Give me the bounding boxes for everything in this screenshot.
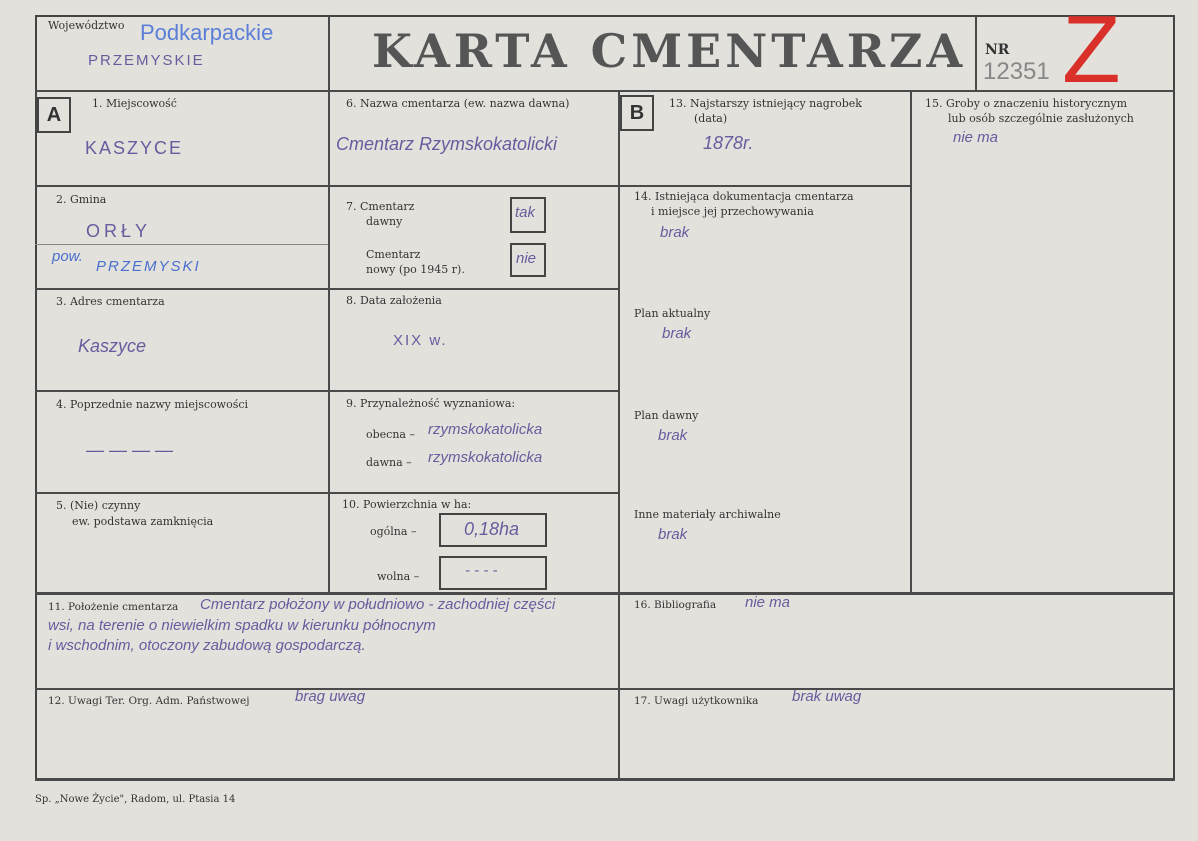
field-7a-value: tak: [515, 204, 536, 221]
powiat-value: PRZEMYSKI: [96, 258, 201, 275]
field-16-value: nie ma: [745, 594, 791, 611]
field-7a-label: 7. Cmentarz: [346, 200, 415, 213]
field-7b-label: Cmentarz: [366, 248, 421, 261]
field-10-ogolna-label: ogólna –: [370, 525, 417, 538]
divider: [35, 185, 618, 187]
plan-dawny-label: Plan dawny: [634, 409, 699, 422]
field-2-value: ORŁY: [86, 221, 152, 241]
plan-aktualny-value: brak: [662, 325, 692, 342]
field-10-ogolna-value: 0,18ha: [464, 519, 520, 539]
field-1-label: 1. Miejscowość: [92, 97, 177, 110]
divider: [35, 288, 618, 290]
field-10-wolna-label: wolna –: [377, 570, 420, 583]
field-7b-value: nie: [516, 250, 537, 267]
field-9-label: 9. Przynależność wyznaniowa:: [346, 397, 516, 410]
field-3-label: 3. Adres cmentarza: [56, 295, 165, 308]
field-14-label: 14. Istniejąca dokumentacja cmentarza: [634, 190, 854, 203]
field-12-value: brag uwag: [295, 688, 366, 705]
field-15-sublabel: lub osób szczególnie zasłużonych: [948, 112, 1134, 125]
field-14-value: brak: [660, 224, 690, 241]
powiat-prefix: pow.: [52, 248, 83, 265]
field-8-value: XIX w.: [393, 332, 448, 349]
wojewodztwo-label: Województwo: [48, 19, 125, 32]
field-11-label: 11. Położenie cmentarza: [48, 601, 179, 613]
field-9-obecna-label: obecna –: [366, 428, 415, 441]
divider: [328, 90, 330, 592]
divider: [35, 492, 618, 494]
field-11-line-3: i wschodnim, otoczony zabudową gospodarczą.: [48, 637, 366, 654]
field-15-value: nie ma: [953, 129, 999, 146]
field-8-label: 8. Data założenia: [346, 294, 442, 307]
field-13-label: 13. Najstarszy istniejący nagrobek: [669, 97, 862, 110]
field-6-label: 6. Nazwa cmentarza (ew. nazwa dawna): [346, 97, 570, 110]
field-3-value: Kaszyce: [78, 336, 147, 356]
field-5-sublabel: ew. podstawa zamknięcia: [72, 515, 214, 528]
field-5-label: 5. (Nie) czynny: [56, 499, 141, 512]
divider: [35, 688, 1175, 690]
section-b-badge: B: [620, 95, 654, 131]
section-a-badge: A: [37, 97, 71, 133]
field-10-label: 10. Powierzchnia w ha:: [342, 498, 472, 511]
nr-value: 12351: [983, 58, 1050, 85]
field-11-line-1: Cmentarz położony w południowo - zachodniej części: [200, 596, 556, 613]
field-4-value: — — — —: [86, 440, 174, 460]
field-9-dawna-label: dawna –: [366, 456, 412, 469]
province-stamp: Podkarpackie: [140, 20, 274, 45]
divider: [328, 15, 330, 90]
field-15-label: 15. Groby o znaczeniu historycznym: [925, 97, 1128, 110]
inne-materialy-label: Inne materiały archiwalne: [634, 508, 781, 521]
wojewodztwo-value: PRZEMYSKIE: [88, 52, 205, 69]
field-2-label: 2. Gmina: [56, 193, 107, 206]
field-7a-sublabel: dawny: [366, 215, 403, 228]
field-16-label: 16. Bibliografia: [634, 599, 717, 611]
field-10-wolna-value: - - - -: [465, 562, 498, 579]
nr-label: NR: [985, 42, 1010, 58]
field-13-value: 1878r.: [703, 133, 754, 153]
divider: [975, 15, 977, 90]
divider: [618, 90, 620, 780]
divider: [35, 592, 1175, 595]
field-4-label: 4. Poprzednie nazwy miejscowości: [56, 398, 249, 411]
plan-dawny-value: brak: [658, 427, 688, 444]
divider: [910, 90, 912, 592]
field-11-line-2: wsi, na terenie o niewielkim spadku w kierunku północnym: [48, 617, 436, 634]
field-17-value: brak uwag: [792, 688, 862, 705]
field-14-sublabel: i miejsce jej przechowywania: [651, 205, 814, 218]
field-7b-sublabel: nowy (po 1945 r).: [366, 263, 465, 276]
divider: [35, 244, 328, 245]
field-6-value: Cmentarz Rzymskokatolicki: [336, 134, 558, 154]
field-9-dawna-value: rzymskokatolicka: [428, 449, 543, 466]
divider: [35, 778, 1175, 781]
divider: [35, 390, 618, 392]
plan-aktualny-label: Plan aktualny: [634, 307, 711, 320]
divider: [620, 185, 910, 187]
field-9-obecna-value: rzymskokatolicka: [428, 421, 543, 438]
field-1-value: KASZYCE: [85, 138, 184, 158]
field-17-label: 17. Uwagi użytkownika: [634, 695, 759, 707]
inne-materialy-value: brak: [658, 526, 688, 543]
divider: [35, 90, 1175, 92]
red-z-mark: Z: [1062, 0, 1121, 103]
field-13-sublabel: (data): [694, 112, 728, 125]
field-12-label: 12. Uwagi Ter. Org. Adm. Państwowej: [48, 695, 250, 707]
printer-imprint: Sp. „Nowe Życie", Radom, ul. Ptasia 14: [35, 794, 236, 805]
page-title: KARTA CMENTARZA: [372, 24, 967, 78]
